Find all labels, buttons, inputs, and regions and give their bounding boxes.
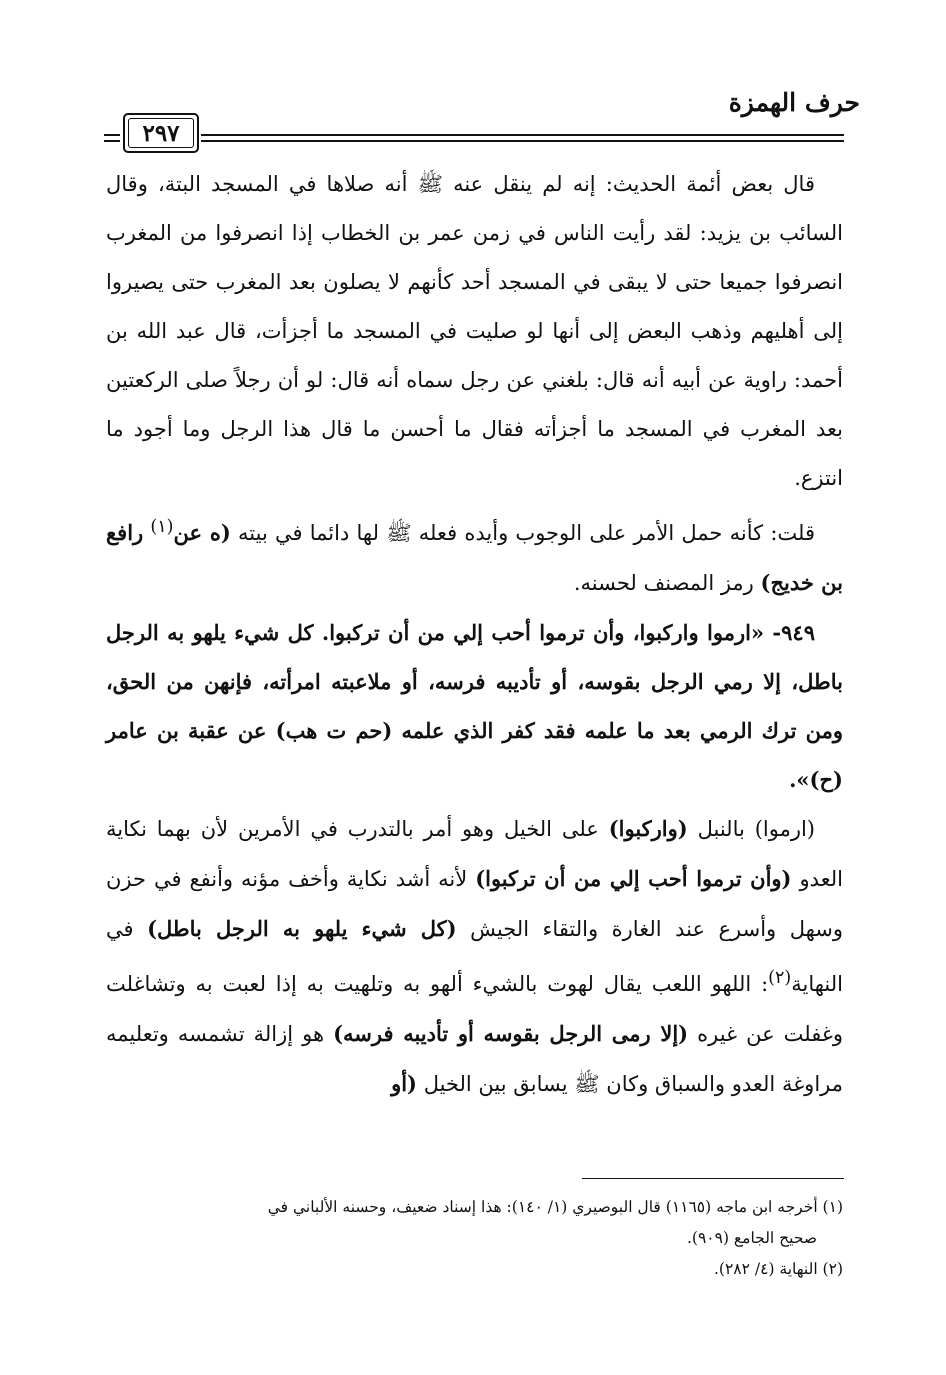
p4-seg-10: (إلا رمى الرجل بقوسه أو تأديبه فرسه) xyxy=(333,1021,689,1046)
body-text xyxy=(106,160,843,1109)
p4-seg-9: : اللهو اللعب يقال لهوت بالشيء ألهو به وتلهيت به إذا لعبت به وتشاغلت وغفلت عن غيره xyxy=(106,972,844,1046)
header-rule-left xyxy=(104,134,120,142)
p2-source-name: رافع بن خديج) xyxy=(106,520,843,595)
paragraph-commentary-1: قال بعض أئمة الحديث: إنه لم ينقل عنه ﷺ أنه صلاها في المسجد البتة، وقال السائب بن يزيد: لقد رأيت الناس في زمن عمر بن الخطاب إذا انصرفوا من المغرب انصرفوا جميعا حتى لا يبقى في المسجد أحد كأنهم لا يصلون بعد المغرب حتى يصيروا إلى أهليهم وذهب البعض إلى أنها لو صليت في المسجد ما أجزأت، قال عبد الله بن أحمد: راوية عن أبيه أنه قال: بلغني عن رجل سماه أنه قال: لو أن رجلاً صلى الركعتين بعد المغرب في المسجد ما أجزأته فقال ما أحسن ما قال هذا الرجل وما أجود ما انتزع. xyxy=(106,172,843,490)
p4-seg-5: (وأن ترموا أحب إلي من أن تركبوا) xyxy=(475,866,792,891)
paragraph-commentary-2 xyxy=(106,503,843,608)
p4-seg-8: في النهاية xyxy=(106,917,843,996)
p4-seg-6: لأنه أشد نكاية وأخف مؤنه وأنفع في حزن وسهل وأسرع عند الغارة والتقاء الجيش xyxy=(106,867,844,941)
p2-grade: رمز المصنف لحسنه. xyxy=(573,571,754,595)
p2-text: قلت: كأنه حمل الأمر على الوجوب وأيده فعله ﷺ لها دائما في بيته xyxy=(238,521,816,545)
footnote-1: (١) أخرجه ابن ماجه (١١٦٥) قال البوصيري (١/ ١٤٠): هذا إسناد ضعيف، وحسنه الألباني في xyxy=(267,1198,843,1216)
p4-seg-7: (كل شيء يلهو به الرجل باطل) xyxy=(147,916,457,941)
page-number-frame xyxy=(123,113,199,153)
p2-source-open: (ه عن xyxy=(173,520,231,545)
footnote-1-continued: صحيح الجامع (٩٠٩). xyxy=(686,1229,817,1247)
footnote-ref-2: (٢) xyxy=(768,968,792,988)
p4-seg-2: بالنبل xyxy=(697,817,745,841)
page-number: ٢٩٧ xyxy=(142,119,180,147)
footnote-2: (٢) النهاية (٤/ ٢٨٢). xyxy=(714,1260,843,1278)
p4-seg-4: على الخيل وهو أمر بالتدرب في الأمرين لأن بهما نكاية العدو xyxy=(106,817,843,891)
footnotes xyxy=(106,1192,843,1285)
paragraph-commentary-3 xyxy=(106,804,843,1109)
p4-seg-1: (ارموا) xyxy=(754,817,815,841)
hadith-text: ٩٤٩- «ارموا واركبوا، وأن ترموا أحب إلي من أن تركبوا. كل شيء يلهو به الرجل باطل، إلا رمي الرجل بقوسه، أو تأديبه فرسه، أو ملاعبته امرأته، فإنهن من الحق، ومن ترك الرمي بعد ما علمه فقد كفر الذي علمه (حم ت هب) عن عقبة بن عامر (ح)». xyxy=(106,620,843,792)
footnote-ref-1: (١) xyxy=(150,517,174,537)
header-rule xyxy=(201,134,844,142)
p4-seg-12: (أو xyxy=(391,1071,417,1096)
p4-seg-3: (واركبوا) xyxy=(608,816,688,841)
footnote-separator xyxy=(582,1178,844,1179)
p4-seg-11: هو إزالة تشمسه وتعليمه مراوغة العدو والسباق وكان ﷺ يسابق بين الخيل xyxy=(106,1022,843,1096)
chapter-title: حرف الهمزة xyxy=(728,88,860,117)
